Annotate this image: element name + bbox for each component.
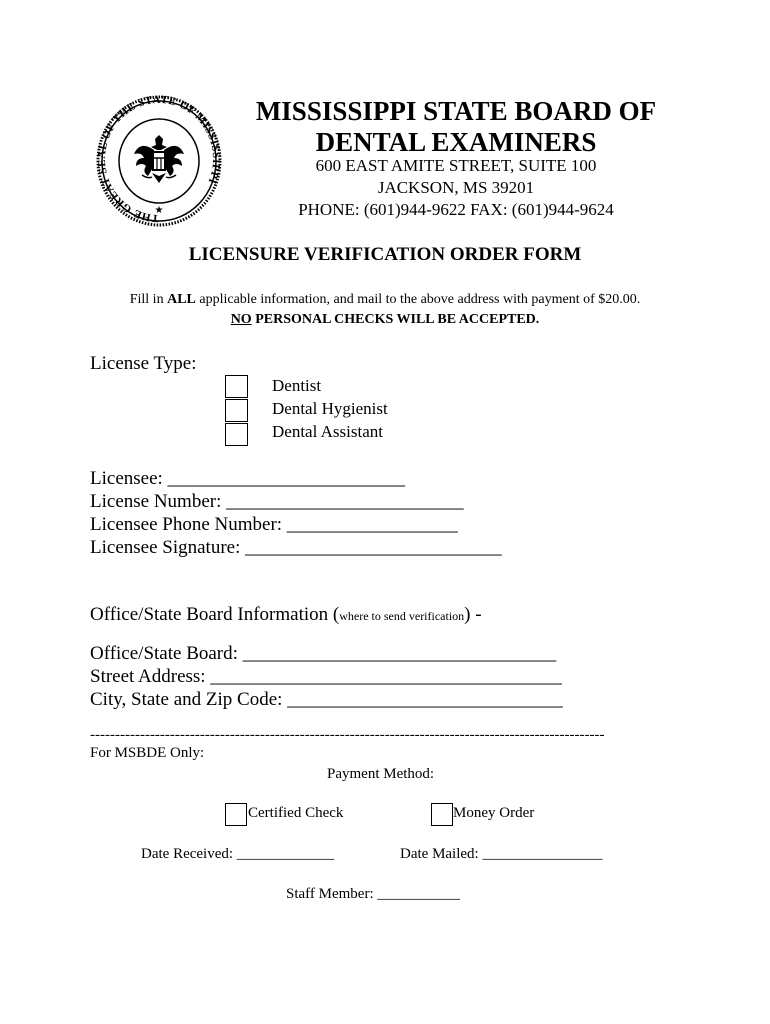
address-street: 600 EAST AMITE STREET, SUITE 100 <box>315 156 597 175</box>
date-mailed-field[interactable]: Date Mailed: ________________ <box>400 846 603 862</box>
section-divider: ------------------------------------------------------------------------------------------------------- <box>90 727 605 743</box>
licensee-signature-field[interactable]: Licensee Signature: ___________________________ <box>90 537 502 558</box>
dentist-checkbox[interactable] <box>225 375 248 398</box>
instructions-line1: Fill in ALL applicable information, and mail to the above address with payment of $20.00. <box>129 292 641 307</box>
payment-method-label: Payment Method: <box>327 766 435 782</box>
office-state-board-field[interactable]: Office/State Board: _________________________________ <box>90 643 557 664</box>
phone-fax: PHONE: (601)944-9622 FAX: (601)944-9624 <box>298 200 614 219</box>
office-info-heading: Office/State Board Information (where to send verification) - <box>90 604 482 625</box>
star-icon: ★ <box>154 205 164 216</box>
licensee-field[interactable]: Licensee: _________________________ <box>90 468 406 489</box>
street-address-field[interactable]: Street Address: _____________________________________ <box>90 666 562 687</box>
license-type-label: License Type: <box>90 353 197 374</box>
form-title: LICENSURE VERIFICATION ORDER FORM <box>188 244 582 265</box>
certified-check-label: Certified Check <box>248 805 344 821</box>
certified-check-checkbox[interactable] <box>225 803 247 826</box>
address-city: JACKSON, MS 39201 <box>377 178 535 197</box>
licensee-phone-field[interactable]: Licensee Phone Number: __________________ <box>90 514 458 535</box>
date-received-field[interactable]: Date Received: _____________ <box>141 846 335 862</box>
board-title-line2: DENTAL EXAMINERS <box>315 127 597 157</box>
msbde-only-label: For MSBDE Only: <box>90 745 205 761</box>
dentist-option-label: Dentist <box>272 376 322 395</box>
license-number-field[interactable]: License Number: _________________________ <box>90 491 464 512</box>
staff-member-field[interactable]: Staff Member: ___________ <box>286 886 460 902</box>
board-title-line1: MISSISSIPPI STATE BOARD OF <box>255 96 657 126</box>
dental-assistant-option-label: Dental Assistant <box>272 422 383 441</box>
money-order-checkbox[interactable] <box>431 803 453 826</box>
state-seal-image <box>96 95 222 227</box>
no-personal-checks-notice: NO PERSONAL CHECKS WILL BE ACCEPTED. <box>230 312 540 327</box>
dental-assistant-checkbox[interactable] <box>225 423 248 446</box>
eagle-icon <box>134 135 184 183</box>
dental-hygienist-checkbox[interactable] <box>225 399 248 422</box>
dental-hygienist-option-label: Dental Hygienist <box>272 399 388 418</box>
money-order-label: Money Order <box>453 805 535 821</box>
city-state-zip-field[interactable]: City, State and Zip Code: _____________________________ <box>90 689 563 710</box>
svg-text:THE GREAT SEAL OF THE STATE OF: THE GREAT SEAL OF THE STATE OF MISSISSIPPI <box>96 95 222 225</box>
